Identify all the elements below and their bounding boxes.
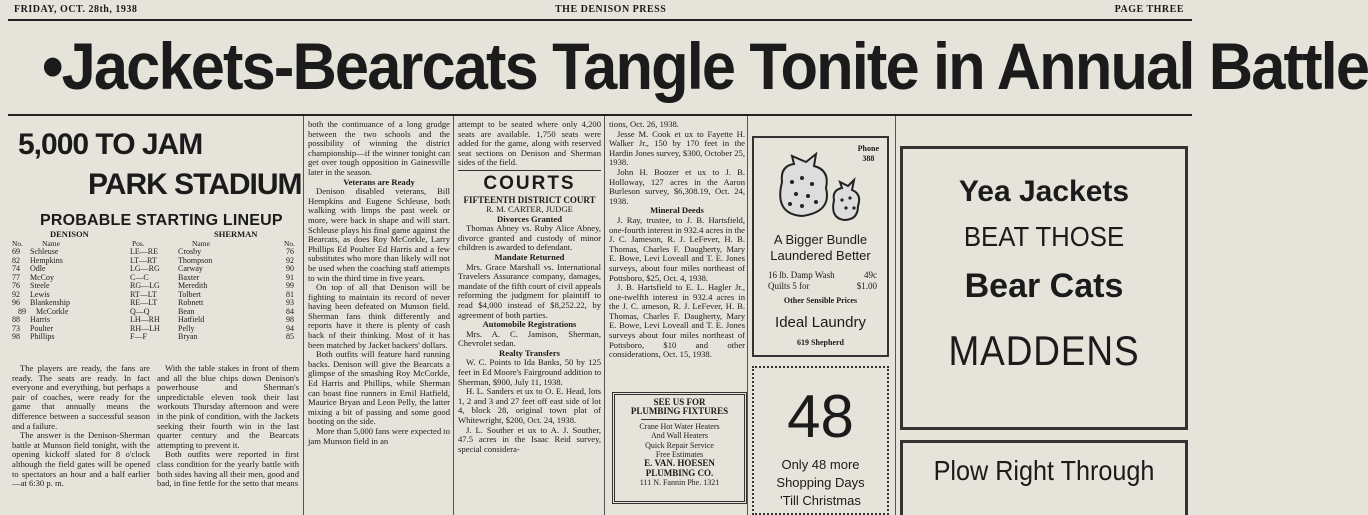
opponent-name: Bean	[178, 306, 195, 316]
player-name: Steele	[30, 281, 50, 290]
hdr-no2: No.	[284, 239, 296, 248]
maddens-ad	[900, 146, 1188, 430]
courts-paragraph: H. L. Sanders et ux to O. E. Head, lots 1, 2 and 3 and 27 feet off east side of lot 4, block 28, original town plat of Whitewright, $200, Oct. 24, 1938.	[458, 386, 601, 426]
christmas-countdown-ad	[752, 366, 889, 515]
story-subhead: Veterans are Ready	[343, 176, 415, 187]
opponent-no: 98	[286, 315, 294, 324]
realty-paragraph: J. Ray, trustee, to J. B. Hartsfield, one-fourth interest in 932.4 acres in the J. C. Jameson, R. J. LeFever, H. B. Thomas, Charles F. Daugherty, Mary E. Bowe, Levi Loveall and T. E. Jones surveys, about four miles northeast of Pottsboro, $25, Oct. 4, 1938.	[609, 214, 745, 283]
player-name: Poulter	[30, 323, 54, 333]
plumbing-line: PLUMBING CO.	[645, 467, 714, 478]
courts-rule	[458, 170, 601, 171]
lineup-row	[12, 265, 300, 274]
player-pos: LE—RE	[130, 247, 158, 256]
courts-column	[458, 120, 601, 515]
realty-paragraph: John H. Boozer et ux to J. B. Holloway, 127 acres in the Aaron Burleson survey, $6,308.19, Oct. 24, 1938.	[609, 166, 745, 206]
hdr-name: Name	[42, 239, 60, 248]
opponent-name: Carway	[178, 264, 203, 273]
player-name: Harris	[30, 315, 50, 324]
countdown-line: Only 48 more	[781, 457, 860, 472]
plumbing-line: PLUMBING FIXTURES	[630, 406, 729, 417]
page-number: PAGE THREE	[1114, 4, 1184, 15]
plumbing-line: Quick Repair Service	[645, 440, 714, 450]
player-no: 73	[12, 323, 20, 333]
player-name: McCoy	[30, 272, 54, 282]
opponent-name: Baxter	[178, 272, 200, 282]
plow-text: Plow Right Through	[933, 455, 1155, 486]
player-pos: LH—RH	[130, 315, 160, 324]
column-rule	[895, 116, 896, 515]
story-paragraph: Both outfits will feature hard running backs. Denison will give the Bearcats a glimpse of the smashing Roy McCorkle, Ed Harris and Phillips, while Sherman can boast fine runners in Emil Hatfield, Maurice Bryan and Leon Pelly, the latter mixing a bit of passing and some good booting on the side.	[308, 349, 450, 427]
opponent-name: Robnett	[178, 298, 204, 307]
realty-paragraph: J. B. Hartsfield to E. L. Hagler Jr., one-twelfth interest in 932.4 acres in the J. C. ameson, R. J. LeFever, H. B. Thomas, Charles F. Daugherty, Mary E. Bowe, Levi Loveall and T. E. Jones surveys about four miles northeast of Pottsboro, $10 and other considerations, Oct. 15, 1938.	[609, 282, 745, 360]
plumbing-rule	[641, 419, 718, 420]
player-name: Phillips	[30, 332, 55, 341]
story-column-1	[12, 364, 150, 515]
hdr-no: No.	[12, 239, 24, 248]
player-pos: LG—RG	[130, 264, 160, 273]
lineup-teams	[12, 229, 300, 239]
story-paragraph: Denison disabled veterans, Bill Hempkins and Eugene Schleuse, both walking with limps the past week or more, were back in shape and will start. Schleuse plays his final game against the Bearcats, as does Roy McCorkle, Larry Phillips Ed Poulter Ed Harris and a few substitutes who more than likely will not be used when the coaching staff attempts to win the third time in five years.	[308, 186, 450, 283]
column-rule	[747, 116, 748, 515]
subhead-line2: PARK STADIUM	[88, 168, 302, 201]
realty-column	[609, 120, 745, 388]
story-paragraph: More than 5,000 fans were expected to jam Munson field in an	[308, 426, 450, 446]
courts-paragraph: J. L. Souther et ux to A. J. Souther, 47.5 acres in the Isaac Reid survey, special considera-	[458, 424, 601, 454]
countdown-text	[754, 456, 887, 510]
laundry-address: 619 Shepherd	[797, 338, 844, 347]
realty-section-head: Mineral Deeds	[650, 205, 704, 216]
plumbing-line: Free Estimates	[655, 450, 704, 460]
player-pos: F—F	[130, 332, 147, 341]
plumbing-line: E. VAN. HOESEN	[644, 458, 715, 469]
courts-section-head: Realty Transfers	[498, 347, 561, 358]
player-name: Odle	[30, 264, 46, 273]
folio-line	[0, 4, 1200, 18]
player-no: 96	[12, 298, 20, 307]
opponent-name: Hatfield	[178, 315, 205, 324]
phone-number: 388	[862, 154, 875, 163]
realty-paragraph: tions, Oct. 26, 1938.	[609, 119, 679, 129]
headline-rule	[8, 114, 1192, 116]
courts-paragraph: Mrs. A. C. Jamison, Sherman, Chevrolet sedan.	[458, 328, 601, 349]
courts-subheading: FIFTEENTH DISTRICT COURT	[463, 194, 596, 205]
rate-row	[768, 281, 877, 292]
player-name: Lewis	[30, 289, 50, 299]
player-pos: RH—LH	[130, 323, 160, 333]
player-name: McCorkle	[36, 306, 69, 316]
player-no: 76	[12, 281, 20, 290]
courts-section-head: Divorces Granted	[497, 213, 562, 224]
player-no: 89	[18, 306, 26, 316]
player-name: Schleuse	[30, 247, 59, 256]
story-paragraph: On top of all that Denison will be fighting to maintain its record of never having been defeated on Munson field. Sherman fans think differently and reports have it there is plenty of cash back of their thinking. Most of it has been matched by Jacket backers' dollars.	[308, 282, 450, 350]
plumbing-line: 111 N. Fannin Phe. 1321	[639, 478, 720, 488]
player-pos: LT—RT	[130, 255, 157, 265]
hdr-pos: Pos.	[132, 239, 145, 248]
player-pos: Q—Q	[130, 306, 150, 316]
story-paragraph: Both outfits were reported in first class condition for the yearly battle with both sides having all their men, good and bad, in fine fettle for the setto that means	[157, 449, 299, 489]
courts-paragraph: Mrs. Grace Marshall vs. International Travelers Assurance company, damages, mandate of the fifth court of civil appeals reforming the judgment for plaintiff to read $4,000 instead of $8,252.22, by agreement of both parties.	[458, 261, 601, 320]
team-right: SHERMAN	[214, 229, 258, 239]
laundry-bag-icon	[772, 152, 862, 224]
laundry-head2: Laundered Better	[770, 248, 871, 263]
opponent-name: Meredith	[178, 281, 208, 290]
player-no: 74	[12, 264, 20, 273]
lineup-row	[12, 333, 300, 342]
player-pos: RT—LT	[130, 289, 157, 299]
courts-judge: R. M. CARTER, JUDGE	[486, 203, 573, 214]
story-paragraph: The answer is the Denison-Sherman battle at Munson field tonight, with the opening kickoff slated for 8 o'clock although the field gates will be opened to spectators an hour and a half earlier —at 6:30 p. m.	[12, 430, 150, 489]
opponent-no: 93	[286, 298, 294, 307]
column-rule	[604, 116, 605, 515]
team-left: DENISON	[50, 229, 89, 239]
countdown-line: 'Till Christmas	[780, 493, 861, 508]
lineup-row	[12, 325, 300, 334]
rate-price: 49c	[864, 270, 877, 280]
player-no: 82	[12, 255, 20, 265]
column-rule	[303, 116, 304, 515]
lineup-table	[12, 248, 300, 342]
laundry-head1: A Bigger Bundle	[773, 232, 868, 247]
plow-ad	[900, 440, 1188, 515]
player-no: 77	[12, 272, 20, 282]
rate-label: Quilts 5 for	[768, 281, 810, 291]
issue-date: FRIDAY, OCT. 28th, 1938	[14, 4, 138, 15]
main-headline: •Jackets-Bearcats Tangle Tonite in Annual Battle	[42, 29, 1368, 103]
column-rule	[453, 116, 454, 515]
maddens-line1: Yea Jackets	[958, 175, 1130, 208]
opponent-no: 81	[286, 289, 294, 299]
opponent-no: 85	[286, 332, 294, 341]
laundry-rates	[768, 270, 877, 292]
opponent-no: 76	[286, 247, 294, 256]
opponent-name: Tolbert	[178, 289, 201, 299]
courts-paragraph: W. C. Points to Ida Banks, 50 by 125 feet in Ed Moore's Fairground addition to Sherman, $900, July 11, 1938.	[458, 357, 601, 387]
story-paragraph: The players are ready, the fans are ready. The seats are ready. In fact everyone and everything, but perhaps a pair of coaches, were ready for the game that annually means the difference between a successful season and a failure.	[12, 363, 150, 431]
hdr-name2: Name	[192, 239, 210, 248]
opponent-no: 90	[286, 264, 294, 273]
story-column-3	[308, 120, 450, 515]
player-pos: RE—LT	[130, 298, 158, 307]
paper-name: THE DENISON PRESS	[555, 4, 667, 15]
subhead-line1: 5,000 TO JAM	[18, 128, 203, 161]
player-no: 92	[12, 289, 20, 299]
laundry-name: Ideal Laundry	[775, 314, 866, 331]
courts-section-head: Mandate Returned	[494, 251, 565, 262]
player-name: Blankenship	[30, 298, 70, 307]
opponent-name: Pelly	[178, 323, 195, 333]
player-name: Hempkins	[30, 255, 63, 265]
phone-label: Phone	[857, 144, 879, 153]
plumbing-ad	[612, 392, 747, 504]
courts-heading: COURTS	[483, 172, 576, 194]
player-no: 88	[12, 315, 20, 324]
opponent-name: Bryan	[178, 332, 198, 341]
rate-row	[768, 270, 877, 281]
courts-paragraph: Thomas Abney vs. Ruby Alice Abney, divorce granted and custody of minor children is awarded to defendant.	[458, 223, 601, 253]
laundry-ad	[752, 136, 889, 357]
player-pos: C—C	[130, 272, 149, 282]
story-paragraph: both the continuance of a long grudge between the two schools and the possibility of winning the district championship—if the winner tonight can get over tough opposition in Gainesville later in the season.	[308, 119, 450, 177]
opponent-no: 94	[286, 323, 294, 333]
player-no: 98	[12, 332, 20, 341]
opponent-name: Crosby	[178, 247, 202, 256]
plumbing-line: Crane Hot Water Heaters	[639, 421, 720, 431]
opponent-no: 92	[286, 255, 294, 265]
countdown-line: Shopping Days	[776, 475, 865, 490]
story-paragraph: With the table stakes in front of them and all the blue chips down Denison's powerhouse and Sherman's unpredictable eleven took their last workouts Thursday afternoon and were in the pink of condition, with the Jackets seeking their fourth win in the last quarter century and the Bearcats attempting to prevent it.	[157, 363, 299, 450]
laundry-other-prices: Other Sensible Prices	[783, 296, 858, 305]
maddens-logo: MADDENS	[948, 327, 1140, 374]
player-pos: RG—LG	[130, 281, 160, 290]
countdown-number: 48	[787, 383, 854, 450]
opponent-no: 91	[286, 272, 294, 282]
plumbing-line: And Wall Heaters	[651, 431, 708, 441]
maddens-line3: Bear Cats	[964, 267, 1124, 305]
player-no: 69	[12, 247, 20, 256]
lineup-title: PROBABLE STARTING LINEUP	[40, 212, 283, 229]
rate-label: 16 lb. Damp Wash	[768, 270, 835, 280]
maddens-line2: BEAT THOSE	[963, 221, 1125, 252]
story-paragraph: attempt to be seated where only 4,200 seats are available. 1,750 seats were added for the game, along with reserved seat sections on Denison and Sherman sides of the field.	[458, 119, 601, 168]
courts-section-head: Automobile Registrations	[482, 319, 577, 330]
rate-price: $1.00	[856, 281, 877, 291]
laundry-headline	[754, 232, 887, 264]
plumbing-line: SEE US FOR	[653, 397, 706, 407]
realty-paragraph: Jesse M. Cook et ux to Fayette H. Walker Jr., 150 by 170 feet in the Hardin Jones survey, $300, October 25, 1938.	[609, 128, 745, 168]
opponent-no: 99	[286, 281, 294, 290]
story-column-2	[157, 364, 299, 515]
opponent-name: Thompson	[178, 255, 213, 265]
opponent-no: 84	[286, 306, 294, 316]
